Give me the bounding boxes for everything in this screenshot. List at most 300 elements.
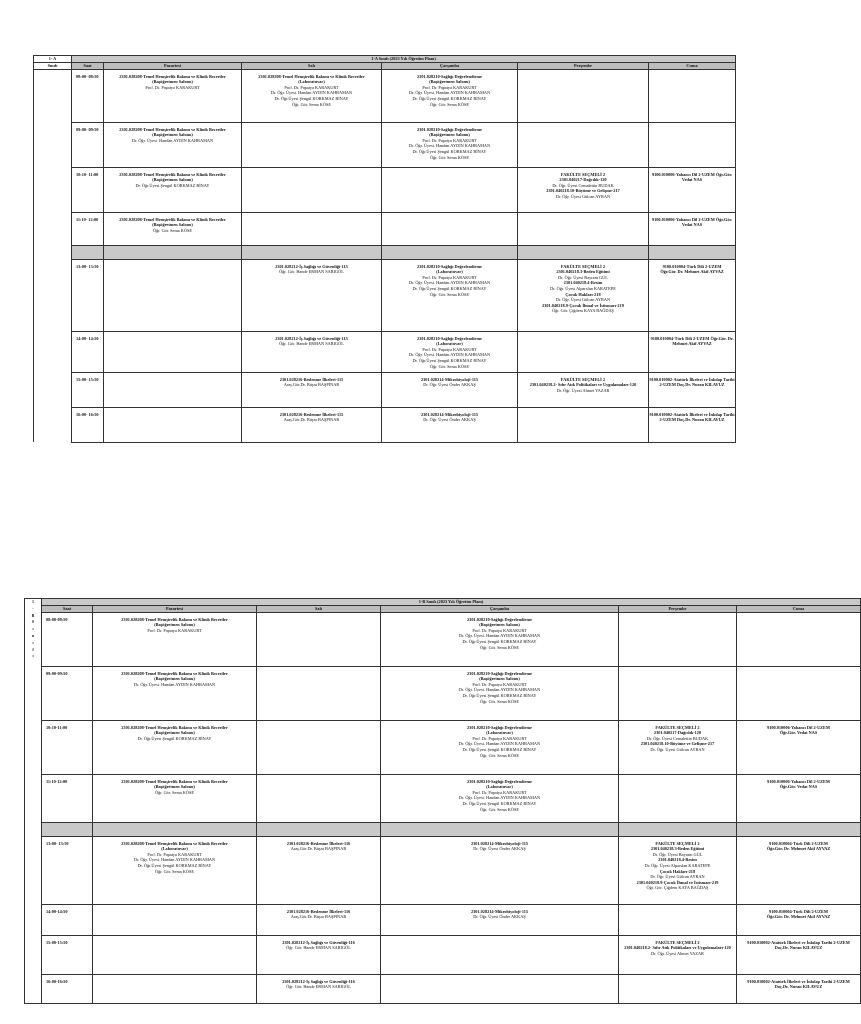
- header-saat: Saat: [72, 63, 104, 70]
- cell-sali: [242, 372, 382, 407]
- course-line: Dr. Öğr.Üyesi Şengül KORKMAZ BİNAY: [137, 862, 212, 868]
- cell-cuma: [649, 212, 736, 245]
- table-title: 1-A Sınıfı (2023 Yılı Öğretim Planı): [72, 56, 736, 63]
- course-line: Dr. Öğr. Üyesi Gülcan AYRAN: [650, 874, 705, 880]
- course-line: Dr. Öğr. Üyesi Önder AKKAŞ: [423, 382, 476, 388]
- course-line: Öğr. Gör. Çiğdem KAYA BAĞDAŞ: [646, 885, 709, 891]
- cell-pazartesi: [104, 259, 242, 331]
- break-cell: [737, 822, 861, 836]
- cell-carsamba: [382, 372, 518, 407]
- time-cell: 16:00- 16:50: [72, 407, 104, 442]
- break-cell: [381, 822, 619, 836]
- course-line: Prof. Dr. Papatya KARAKURT: [422, 346, 477, 352]
- course-line: Öğr. Gör. Sema KÖSE: [429, 291, 470, 297]
- course-line: Öğr. Gör. Sema KÖSE: [479, 698, 520, 704]
- course-line: (Laboratuvar): [486, 784, 513, 790]
- table-title: 1-B Sınıfı (2023 Yılı Öğretim Planı): [42, 599, 861, 606]
- side-blank-cell: [34, 407, 72, 442]
- course-line: 2301.028210-Sağlığı Değerlendirme: [417, 263, 482, 269]
- header-cuma: Cuma: [649, 63, 736, 70]
- course-line: Dr. Öğr. Üyesi. Handan AYDIN KAHRAMAN: [408, 143, 491, 149]
- cell-persembe: [619, 774, 737, 822]
- time-cell: 10:10-11:00: [42, 720, 93, 774]
- course-line: 2301.040218.2- Sıfır Atık Politikaları ve Uygulamaları-120: [529, 382, 637, 388]
- cell-cuma: [649, 167, 736, 212]
- cell-cuma: [737, 974, 861, 1003]
- course-line: Öğr.Gör. Dr. Mehmet Akif AYVAZ: [766, 914, 831, 920]
- break-cell: [382, 245, 518, 259]
- cell-pazartesi: [93, 666, 257, 720]
- cell-pazartesi: [104, 122, 242, 167]
- side-blank-cell: [34, 372, 72, 407]
- schedule-row: [34, 407, 736, 442]
- vertical-label-char: 1: [32, 599, 34, 604]
- cell-cuma: [649, 122, 736, 167]
- course-line: 2301.028210-Sağlığı Değerlendirme: [467, 670, 532, 676]
- schedule-row: [34, 69, 736, 122]
- course-line: (Başöğretmen Salonu): [154, 784, 195, 790]
- side-blank-cell: [34, 331, 72, 372]
- course-line: 9100.010004-Türk Dili 2-UZEM: [769, 908, 828, 914]
- cell-cuma: [737, 935, 861, 974]
- cell-cuma: [737, 720, 861, 774]
- course-line: 2301.028216-Beslenme İlkeleri-116: [286, 908, 351, 914]
- header-row: [34, 63, 736, 70]
- course-line: Dr. Öğr. Üyesi. Handan AYDIN KAHRAMAN: [408, 352, 491, 358]
- side-blank-cell: [34, 167, 72, 212]
- cell-carsamba: [381, 974, 619, 1003]
- cell-sali: [242, 407, 382, 442]
- course-line: 9100.010006-Yabancı Dil 2-UZEM: [767, 778, 830, 784]
- cell-persembe: [619, 612, 737, 666]
- course-line: Prof. Dr. Papatya KARAKURT: [284, 84, 339, 90]
- course-line: FAKÜLTE SEÇMELİ 2: [655, 724, 700, 730]
- course-line: Dr. Öğr. Üyesi Ahmet YAZAR: [556, 387, 610, 393]
- course-line: 9100.010004-Türk Dili 2-UZEM: [769, 840, 828, 846]
- cell-cuma: [649, 407, 736, 442]
- course-line: 2301.028210-Sağlığı Değerlendirme: [417, 335, 482, 341]
- course-line: Dr. Öğr.Üyesi Şengül KORKMAZ BİNAY: [412, 148, 487, 154]
- course-line: 2301.028216-Beslenme İlkeleri-115: [279, 411, 344, 417]
- schedule-row: [34, 331, 736, 372]
- side-blank-cell: [34, 122, 72, 167]
- course-line: Araş.Gör.Dr. Büşra BAŞPINAR: [283, 417, 340, 423]
- header-carsamba: Çarşamba: [382, 63, 518, 70]
- cell-persembe: [518, 331, 649, 372]
- schedule-row: [34, 259, 736, 331]
- cell-pazartesi: [104, 372, 242, 407]
- course-line: Prof. Dr. Papatya KARAKURT: [147, 851, 202, 857]
- course-line: 2301.028208-Temel Hemşirelik Bakımı ve Klinik Beceriler: [121, 724, 228, 730]
- course-line: Dr. Öğr. Üyesi. Handan AYDIN KAHRAMAN: [458, 687, 541, 693]
- course-line: 2301.028210-Sağlığı Değerlendirme: [467, 616, 532, 622]
- cell-pazartesi: [93, 720, 257, 774]
- cell-carsamba: [382, 212, 518, 245]
- cell-sali: [257, 935, 381, 974]
- cell-pazartesi: [93, 904, 257, 935]
- schedule-row: [34, 167, 736, 212]
- cell-carsamba: [381, 836, 619, 904]
- course-line: Öğr. Gör. Hande ERMAN SARIGÖL: [279, 269, 344, 275]
- course-line: Dr. Öğr.Üyesi Şengül KORKMAZ BİNAY: [412, 285, 487, 291]
- class-side-label-2: Sınıfı: [34, 63, 72, 70]
- course-line: FAKÜLTE SEÇMELİ 2: [655, 840, 700, 846]
- class-label-line: 1- A: [48, 56, 57, 61]
- time-cell: 09:00-09:50: [42, 666, 93, 720]
- break-cell: [34, 245, 72, 259]
- course-line: Öğr.Gör. Dr. Mehmet Akif AYVAZ: [766, 846, 831, 852]
- course-line: Dr. Öğr. Üyesi Gülcan AYRAN: [555, 193, 611, 199]
- course-line: Dr. Öğr.Üyesi Şengül KORKMAZ BİNAY: [135, 182, 210, 188]
- cell-carsamba: [382, 331, 518, 372]
- cell-carsamba: [381, 720, 619, 774]
- course-line: 2301.028208-Temel Hemşirelik Bakımı ve Klinik Beceriler: [121, 616, 228, 622]
- course-line: 9100.010002-Atatürk İlkeleri ve İnkılap Tarihi 2-UZEM Doç.Dr. Nuran KILAVUZ: [649, 376, 735, 388]
- vertical-label-char: ı: [32, 653, 34, 659]
- vertical-label-char: -: [32, 605, 34, 611]
- course-line: 2301.040218.4-Resim: [563, 280, 603, 286]
- time-cell: 10:10- 11:00: [72, 167, 104, 212]
- cell-persembe: [518, 407, 649, 442]
- course-line: Dr. Öğr. Üyesi Önder AKKAŞ: [423, 417, 476, 423]
- cell-sali: [257, 904, 381, 935]
- course-line: Öğr. Gör. Çiğdem KAYA BAĞDAŞ: [552, 308, 614, 314]
- side-blank-cell: [34, 69, 72, 122]
- side-blank-cell: [34, 259, 72, 331]
- cell-sali: [242, 69, 382, 122]
- schedule-row: [34, 122, 736, 167]
- course-line: Dr. Öğr. Üyesi Gülcan AYRAN: [555, 297, 611, 303]
- course-line: 2301.040218.10-Büyüme ve Gelişme-217: [546, 188, 620, 194]
- cell-sali: [242, 331, 382, 372]
- cell-cuma: [737, 836, 861, 904]
- course-line: Dr. Öğr.Üyesi Şengül KORKMAZ BİNAY: [462, 692, 537, 698]
- cell-pazartesi: [93, 836, 257, 904]
- course-line: Öğr. Gör. Sema KÖSE: [429, 101, 470, 107]
- cell-sali: [257, 666, 381, 720]
- course-line: Prof. Dr. Papatya KARAKURT: [145, 84, 200, 90]
- cell-cuma: [649, 372, 736, 407]
- course-line: 2301.028210-Sağlığı Değerlendirme: [417, 126, 482, 132]
- course-line: Öğr. Gör. Sema KÖSE: [479, 752, 520, 758]
- cell-pazartesi: [104, 212, 242, 245]
- course-line: Prof. Dr. Papatya KARAKURT: [472, 627, 527, 633]
- course-line: 9100.010004-Türk Dili 2-UZEM Öğr.Gör. Dr. Mehmet Akif AYVAZ: [650, 335, 734, 347]
- cell-sali: [242, 167, 382, 212]
- course-line: 2301.028216-Beslenme İlkeleri-116: [286, 840, 351, 846]
- class-side-label: [34, 56, 72, 63]
- time-cell: 08:00-08:50: [42, 612, 93, 666]
- course-line: 2301.040218.4-Resim: [658, 857, 697, 863]
- course-line: Dr. Öğr. Üyesi. Handan AYDIN KAHRAMAN: [458, 741, 541, 747]
- cell-persembe: [518, 167, 649, 212]
- lunch-break-row: [25, 822, 861, 836]
- cell-carsamba: [382, 122, 518, 167]
- cell-persembe: [518, 259, 649, 331]
- course-line: 9100.010006-Yabancı Dil 2-UZEM: [767, 724, 830, 730]
- course-line: 9100.010006-Yabancı Dil 2-UZEM Öğr.Gör. Vedat NAS: [651, 171, 733, 183]
- course-line: Öğr. Gör. Hande ERMAN SARIGÖL: [286, 984, 351, 990]
- course-line: (Başöğretmen Salonu): [154, 730, 195, 736]
- course-line: FAKÜLTE SEÇMELİ 2: [560, 263, 606, 269]
- course-line: Dr. Öğr. Üyesi Cemalettin BUDAK: [646, 735, 709, 741]
- cell-persembe: [619, 974, 737, 1003]
- course-line: Çocuk Hakları-218: [659, 868, 696, 874]
- course-line: 2301.028208-Temel Hemşirelik Bakımı ve Klinik Beceriler: [119, 126, 226, 132]
- title-row: [34, 56, 736, 63]
- course-line: 9100.010006-Yabancı Dil 2-UZEM Öğr.Gör. Vedat NAS: [651, 216, 733, 228]
- time-cell: 13:00- 13:50: [42, 836, 93, 904]
- course-line: Dr. Öğr. Üyesi Bayram GÜL: [652, 851, 703, 857]
- course-line: 9100.010004-Türk Dili 2-UZEM: [662, 263, 722, 269]
- course-line: 9100.010002-Atatürk İlkeleri ve İnkılap Tarihi 2-UZEM: [747, 978, 850, 984]
- course-line: (Başöğretmen Salonu): [152, 222, 193, 228]
- course-line: 2301.028208-Temel Hemşirelik Bakımı ve Klinik Beceriler: [119, 171, 226, 177]
- cell-cuma: [737, 666, 861, 720]
- cell-sali: [257, 612, 381, 666]
- course-line: Dr. Öğr. Üyesi. Handan AYDIN KAHRAMAN: [458, 633, 541, 639]
- course-line: FAKÜLTE SEÇMELİ 2: [655, 939, 700, 945]
- header-pazartesi: Pazartesi: [93, 606, 257, 613]
- course-line: Dr. Öğr.Üyesi Şengül KORKMAZ BİNAY: [274, 95, 349, 101]
- course-line: Öğr. Gör. Sema KÖSE: [479, 644, 520, 650]
- course-line: Dr. Öğr.Üyesi Şengül KORKMAZ BİNAY: [412, 95, 487, 101]
- cell-persembe: [518, 69, 649, 122]
- class-side-label: [25, 599, 42, 1004]
- course-line: Dr. Öğr. Üyesi Gülcan AYRAN: [650, 746, 705, 752]
- schedule-row: [25, 935, 861, 974]
- course-line: Dr. Öğr. Üyesi. Handan AYDIN KAHRAMAN: [133, 857, 216, 863]
- break-cell: [242, 245, 382, 259]
- schedule-body-1a: [34, 56, 736, 443]
- cell-carsamba: [381, 774, 619, 822]
- course-line: 2301.028214-Mikrobiyoloji-115: [420, 411, 479, 417]
- cell-carsamba: [381, 935, 619, 974]
- cell-persembe: [619, 720, 737, 774]
- course-line: Dr. Öğr. Üyesi. Handan AYDIN KAHRAMAN: [458, 795, 541, 801]
- course-line: (Laboratuvar): [298, 79, 325, 85]
- course-line: Prof. Dr. Papatya KARAKURT: [472, 735, 527, 741]
- course-line: Dr. Öğr. Üyesi Ahmet YAZAR: [651, 950, 704, 956]
- cell-pazartesi: [93, 974, 257, 1003]
- time-cell: 11:10- 12:00: [72, 212, 104, 245]
- course-line: FAKÜLTE SEÇMELİ 2: [560, 376, 606, 382]
- course-line: (Başöğretmen Salonu): [429, 79, 470, 85]
- side-blank-cell: [34, 212, 72, 245]
- course-line: Dr. Öğr.Üyesi Şengül KORKMAZ BİNAY: [412, 357, 487, 363]
- course-line: (Başöğretmen Salonu): [152, 132, 193, 138]
- cell-pazartesi: [104, 69, 242, 122]
- course-line: (Laboratuvar): [436, 341, 463, 347]
- course-line: 2301.040218.3-Beden Eğitimi: [650, 846, 705, 852]
- course-line: (Başöğretmen Salonu): [154, 676, 195, 682]
- course-line: 2301.028208-Temel Hemşirelik Bakımı ve Klinik Beceriler: [119, 216, 226, 222]
- course-line: Dr. Öğr. Üyesi. Handan AYDIN KAHRAMAN: [408, 90, 491, 96]
- course-line: Prof. Dr. Papatya KARAKURT: [422, 137, 477, 143]
- course-line: 2301.028210-Sağlığı Değerlendirme: [467, 778, 532, 784]
- header-cuma: Cuma: [737, 606, 861, 613]
- header-carsamba: Çarşamba: [381, 606, 619, 613]
- time-cell: 13:00- 13:50: [72, 259, 104, 331]
- course-line: Prof. Dr. Papatya KARAKURT: [422, 84, 477, 90]
- cell-sali: [242, 259, 382, 331]
- course-line: 2301.028210-Sağlığı Değerlendirme: [417, 73, 482, 79]
- course-line: Dr. Öğr. Üyesi Bayram GÜL: [558, 274, 608, 280]
- vertical-label-char: S: [31, 619, 35, 625]
- course-line: Dr. Öğr. Üyesi Önder AKKAŞ: [473, 846, 526, 852]
- course-line: 2301.028208-Temel Hemşirelik Bakımı ve Klinik Beceriler: [121, 670, 228, 676]
- course-line: 2301.028208-Temel Hemşirelik Bakımı ve Klinik Beceriler: [121, 778, 228, 784]
- course-line: 2301.028212-İş Sağlığı ve Güvenliği-116: [282, 939, 355, 945]
- vertical-label-char: ı: [32, 639, 34, 645]
- schedule-row: [25, 666, 861, 720]
- course-line: 2301.028212-İş Sağlığı ve Güvenliği-115: [275, 335, 348, 341]
- course-line: Prof. Dr. Papatya KARAKURT: [422, 274, 477, 280]
- vertical-label-char: B: [31, 612, 35, 618]
- header-saat: Saat: [42, 606, 93, 613]
- header-pazartesi: Pazartesi: [104, 63, 242, 70]
- cell-carsamba: [381, 612, 619, 666]
- cell-sali: [257, 836, 381, 904]
- cell-persembe: [619, 666, 737, 720]
- course-line: 2301.028216-Beslenme İlkeleri-115: [279, 376, 344, 382]
- cell-cuma: [737, 904, 861, 935]
- break-cell: [518, 245, 649, 259]
- schedule-table-1a: [33, 55, 736, 443]
- cell-carsamba: [381, 904, 619, 935]
- course-line: (Laboratuvar): [436, 269, 463, 275]
- header-persembe: Perşembe: [518, 63, 649, 70]
- schedule-row: [25, 774, 861, 822]
- cell-carsamba: [381, 666, 619, 720]
- course-line: Öğr. Gör. Sema KÖSE: [154, 868, 195, 874]
- course-line: (Başöğretmen Salonu): [154, 622, 195, 628]
- cell-persembe: [518, 372, 649, 407]
- schedule-body-1b: [25, 599, 861, 1004]
- course-line: 2301.028208-Temel Hemşirelik Bakımı ve Klinik Beceriler: [258, 73, 365, 79]
- cell-persembe: [619, 904, 737, 935]
- course-line: Doç.Dr. Nuran KILAVUZ: [774, 945, 823, 951]
- cell-sali: [257, 774, 381, 822]
- class-label-vertical: [25, 599, 41, 660]
- course-line: 2301.040218.10-Büyüme ve Gelişme-217: [640, 741, 715, 747]
- vertical-label-char: ı: [32, 626, 34, 632]
- schedule-row: [25, 612, 861, 666]
- course-line: 2301.040218.2- Sıfır Atık Politikaları ve Uygulamaları-120: [624, 945, 731, 951]
- time-cell: 14:00-14:50: [42, 904, 93, 935]
- schedule-row: [34, 372, 736, 407]
- course-line: Öğr.Gör. Dr. Mehmet Akif AYVAZ: [660, 269, 724, 275]
- cell-sali: [257, 720, 381, 774]
- course-line: Öğr. Gör. Sema KÖSE: [154, 789, 195, 795]
- header-sali: Salı: [257, 606, 381, 613]
- course-line: Öğr.Gör. Vedat NAS: [779, 730, 818, 736]
- cell-persembe: [518, 212, 649, 245]
- cell-persembe: [619, 935, 737, 974]
- cell-sali: [242, 122, 382, 167]
- course-line: Dr. Öğr.Üyesi Şengül KORKMAZ BİNAY: [137, 735, 212, 741]
- cell-pazartesi: [93, 935, 257, 974]
- cell-cuma: [649, 69, 736, 122]
- course-line: 2301.040217-Dağcılık-120: [559, 177, 607, 183]
- schedule-row: [25, 904, 861, 935]
- course-line: 2301.028212-İş Sağlığı ve Güvenliği-115: [275, 263, 348, 269]
- break-cell: [72, 245, 104, 259]
- course-line: 2301.040218.9-Çocuk İhmal ve İstismarı-219: [636, 879, 719, 885]
- break-cell: [93, 822, 257, 836]
- course-line: Dr. Öğr.Üyesi Şengül KORKMAZ BİNAY: [462, 746, 537, 752]
- time-cell: 08:00- 08:50: [72, 69, 104, 122]
- course-line: 2301.028208-Temel Hemşirelik Bakımı ve Klinik Beceriler: [119, 73, 226, 79]
- cell-persembe: [518, 122, 649, 167]
- schedule-row: [25, 974, 861, 1003]
- vertical-label-char: f: [32, 646, 34, 652]
- header-row: [25, 606, 861, 613]
- course-line: Dr. Öğr.Üyesi Şengül KORKMAZ BİNAY: [462, 638, 537, 644]
- header-persembe: Perşembe: [619, 606, 737, 613]
- break-cell: [257, 822, 381, 836]
- cell-cuma: [737, 774, 861, 822]
- course-line: (Başöğretmen Salonu): [152, 79, 193, 85]
- course-line: Dr. Öğr. Üyesi Alparslan KARATEPE: [550, 285, 616, 291]
- time-cell: 14:00- 14:50: [72, 331, 104, 372]
- course-line: FAKÜLTE SEÇMELİ 2: [560, 171, 606, 177]
- course-line: Dr. Öğr. Üyesi. Handan AYDIN KAHRAMAN: [133, 681, 216, 687]
- course-line: Prof. Dr. Papatya KARAKURT: [147, 627, 202, 633]
- course-line: Çocuk Hakları-218: [565, 291, 601, 297]
- schedule-row: [25, 836, 861, 904]
- cell-cuma: [649, 331, 736, 372]
- course-line: 2301.040218.9-Çocuk İhmal ve İstismarı-219: [542, 302, 624, 308]
- cell-carsamba: [382, 69, 518, 122]
- course-line: Araş.Gör.Dr. Büşra BAŞPINAR: [283, 382, 340, 388]
- break-cell: [649, 245, 736, 259]
- course-line: Dr. Öğr. Üyesi Cemalettin BUDAK: [552, 182, 614, 188]
- time-cell: 15:00-15:50: [42, 935, 93, 974]
- lunch-break-row: [34, 245, 736, 259]
- course-line: Dr. Öğr. Üyesi Alparslan KARATEPE: [644, 862, 711, 868]
- vertical-label-char: n: [31, 632, 35, 638]
- course-line: Öğr. Gör. Sema KÖSE: [479, 806, 520, 812]
- course-line: (Başöğretmen Salonu): [152, 177, 193, 183]
- cell-sali: [242, 212, 382, 245]
- time-cell: 16:00-16:50: [42, 974, 93, 1003]
- course-line: Dr. Öğr. Üyesi. Handan AYDIN KAHRAMAN: [270, 90, 353, 96]
- course-line: Araş.Gör.Dr. Büşra BAŞPINAR: [290, 914, 347, 920]
- course-line: Araş.Gör.Dr. Büşra BAŞPINAR: [290, 846, 347, 852]
- cell-pazartesi: [104, 167, 242, 212]
- course-line: Prof. Dr. Papatya KARAKURT: [472, 789, 527, 795]
- course-line: Dr. Öğr.Üyesi Şengül KORKMAZ BİNAY: [462, 800, 537, 806]
- course-line: Öğr.Gör. Vedat NAS: [779, 784, 818, 790]
- course-line: (Başöğretmen Salonu): [479, 622, 520, 628]
- cell-pazartesi: [104, 407, 242, 442]
- course-line: (Laboratuvar): [161, 846, 188, 852]
- cell-carsamba: [382, 259, 518, 331]
- course-line: Dr. Öğr. Üyesi. Handan AYDIN KAHRAMAN: [408, 280, 491, 286]
- cell-carsamba: [382, 407, 518, 442]
- course-line: Doç.Dr. Nuran KILAVUZ: [774, 984, 823, 990]
- cell-carsamba: [382, 167, 518, 212]
- course-line: Öğr. Gör. Sema KÖSE: [152, 227, 193, 233]
- break-cell: [619, 822, 737, 836]
- course-line: Öğr. Gör. Hande ERMAN SARIGÖL: [286, 945, 351, 951]
- cell-pazartesi: [93, 774, 257, 822]
- schedule-table-1b: [24, 598, 861, 1004]
- time-cell: 15:00- 15:50: [72, 372, 104, 407]
- schedule-row: [25, 720, 861, 774]
- title-row: [25, 599, 861, 606]
